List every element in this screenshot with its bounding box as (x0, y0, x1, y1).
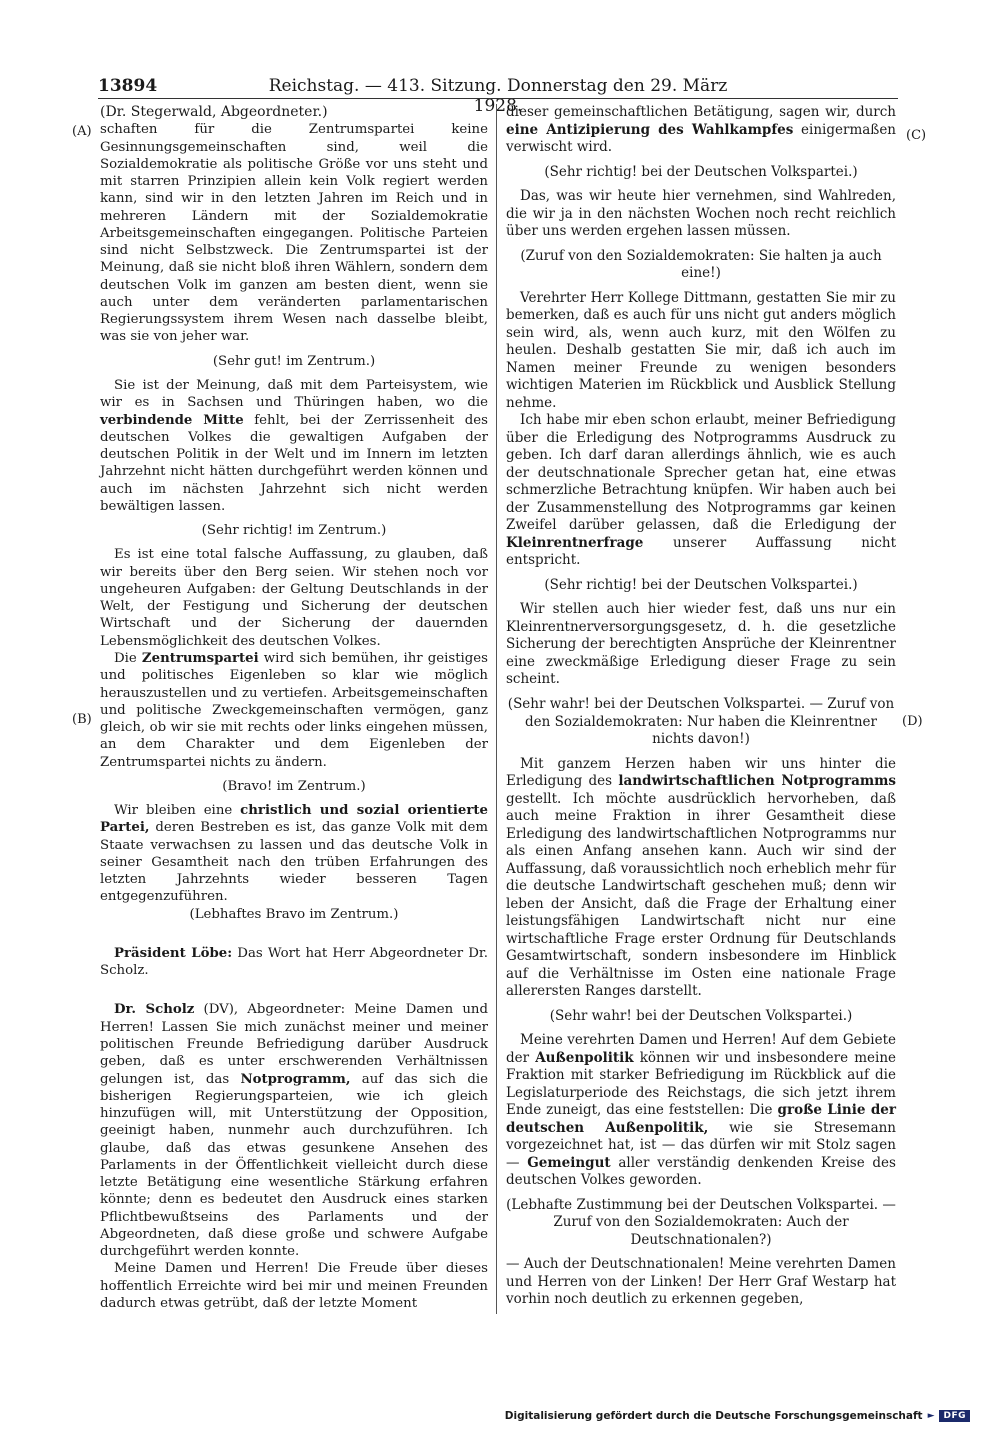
interjection: (Zuruf von den Sozialdemokraten: Sie halten ja auch eine!) (520, 247, 882, 282)
header-rule (98, 98, 898, 99)
left-column (100, 104, 488, 1312)
paragraph: Meine verehrten Damen und Herren! Auf dem Gebiete der Außenpolitik können wir und insbesondere meine Fraktion mit starker Befriedigung im Rückblick auf die Legislaturperiode des Reichstags, die sich jetzt ihrem Ende zuneigt, das eine feststellen: Die große Linie der deutschen Außenpolitik, wie sie Stresemann vorgezeichnet hat, ist — das dürfen wir mit Stolz sagen — Gemeingut aller verständig denkenden Kreise des deutschen Volkes geworden. (506, 1032, 897, 1189)
interjection: (Sehr richtig! bei der Deutschen Volkspartei.) (544, 576, 858, 593)
interjection: (Sehr wahr! bei der Deutschen Volkspartei.) (549, 1007, 853, 1024)
column-divider (496, 104, 497, 1314)
right-column (506, 104, 896, 1309)
interjection: (Bravo! im Zentrum.) (222, 778, 366, 794)
paragraph: Ich habe mir eben schon erlaubt, meiner Befriedigung über die Erledigung des Notprogramms Ausdruck zu geben. Ich darf daran allerdings ähnlich, wie es auch der deutschnationale Sprecher getan hat, eine etwas schmerzliche Betrachtung knüpfen. Wir haben auch bei der Zusammenstellung des Notprogramms gar keinen Zweifel darüber gelassen, daß die Erledigung der Kleinrentnerfrage unserer Auffassung nicht entspricht. (506, 412, 897, 569)
paragraph: Wir stellen auch hier wieder fest, daß uns nur ein Kleinrentnerversorgungsgesetz, d. h. die gesetzliche Sicherung der berechtigten Ansprüche der Kleinrentner eine zweckmäßige Erledigung dieser Frage zu sein scheint. (506, 601, 896, 688)
speaker-continuation: (Dr. Stegerwald, Abgeordneter.) (100, 104, 328, 120)
paragraph: schaften für die Zentrumspartei keine Gesinnungsgemeinschaften sind, weil die Sozialdemokratie als politische Größe vor uns steht und mit starren Prinzipien allein kein Volk regiert werden kann, sind wir in den letzten Jahren im Reich und in mehreren Ländern mit der Sozialdemokratie Arbeitsgemeinschaften eingegangen. Politische Parteien sind nicht Selbstzweck. Die Zentrumspartei ist der Meinung, daß sie nicht bloß ihren Wählern, sondern dem deutschen Volk im ganzen am besten dient, wenn sie auch unter dem veränderten parlamentarischen Regierungssystem ihrem Wesen nach dasselbe bleibt, was sie von jeher war. (100, 122, 488, 345)
footer-text: Digitalisierung gefördert durch die Deutsche Forschungsgemeinschaft (504, 1410, 923, 1422)
paragraph: Die Zentrumspartei wird sich bemühen, ihr geistiges und politisches Eigenleben so klar wie möglich herauszustellen und zu vertiefen. Arbeitsgemeinschaften und politische Zweckgemeinschaften vermögen, ganz gleich, ob wir sie mit rechts oder links eingehen müssen, an dem Charakter und dem Eigenleben der Zentrumspartei nichts zu ändern. (100, 650, 488, 770)
running-title: Reichstag. — 413. Sitzung. Donnerstag den 29. März 1928. (268, 76, 728, 116)
paragraph: Sie ist der Meinung, daß mit dem Parteisystem, wie wir es in Sachsen und Thüringen haben, wo die verbindende Mitte fehlt, bei der Zerrissenheit des deutschen Volkes die gewaltigen Aufgaben der deutschen Politik in der Welt und im Innern im letzten Jahrzehnt nicht hätten durchgeführt werden können und auch im nächsten Jahrzehnt sich nicht werden bewältigen lassen. (100, 377, 488, 514)
interjection: (Lebhafte Zustimmung bei der Deutschen Volkspartei. — Zuruf von den Sozialdemokraten: Auch der Deutschnationalen?) (506, 1196, 896, 1248)
paragraph: — Auch der Deutschnationalen! Meine verehrten Damen und Herren von der Linken! Der Herr Graf Westarp hat vorhin noch deutlich zu erkennen gegeben, (506, 1256, 896, 1308)
paragraph: Mit ganzem Herzen haben wir uns hinter die Erledigung des landwirtschaftlichen Notprogramms gestellt. Ich möchte ausdrücklich hervorheben, daß auch meine Fraktion in ihrer Gesamtheit diese Erledigung des landwirtschaftlichen Notprogramms nur als einen Anfang ansehen kann. Auch wir sind der Auffassung, daß voraussichtlich noch erheblich mehr für die deutsche Landwirtschaft geschehen muß; denn wir leben der Ansicht, daß die Frage der Erhaltung einer leistungsfähigen Landwirtschaft nicht nur eine wirtschaftliche Frage erster Ordnung für Deutschlands Gesamtwirtschaft, sondern insbesondere im Hinblick auf die Verhältnisse im Osten eine nationale Frage allerersten Ranges darstellt. (506, 755, 896, 1000)
arrow-icon: ► (927, 1411, 935, 1421)
interjection: (Sehr richtig! im Zentrum.) (201, 523, 387, 539)
margin-mark-c: (C) (906, 128, 927, 143)
margin-mark-d: (D) (902, 714, 923, 729)
paragraph: Verehrter Herr Kollege Dittmann, gestatten Sie mir zu bemerken, daß es auch für uns nicht gut anders möglich sein wird, als, wenn auch kurz, mit den Wölfen zu heulen. Deshalb gestatten Sie mir, daß ich auch im Namen meiner Freunde zu wenigen besonders wichtigen Materien im Rückblick und Ausblick Stellung nehme. (506, 289, 896, 411)
digitization-footer (505, 1410, 970, 1422)
interjection: (Sehr wahr! bei der Deutschen Volkspartei. — Zuruf von den Sozialdemokraten: Nur haben die Kleinrentner nichts davon!) (507, 695, 895, 748)
margin-mark-b: (B) (72, 712, 92, 727)
paragraph: Meine Damen und Herren! Die Freude über dieses hoffentlich Erreichte wird bei mir und meinen Freunden dadurch etwas getrübt, daß der letzte Moment (100, 1261, 488, 1311)
speaker-paragraph: Präsident Löbe: Das Wort hat Herr Abgeordneter Dr. Scholz. (100, 945, 488, 979)
speaker-paragraph: Dr. Scholz (DV), Abgeordneter: Meine Damen und Herren! Lassen Sie mich zunächst meiner und meiner politischen Freunde Befriedigung darüber Ausdruck geben, daß es unter erschwerenden Verhältnissen gelungen ist, das Notprogramm, auf das sich die bisherigen Regierungsparteien, wie ich gleich hinzufügen will, mit Unterstützung der Opposition, geeinigt haben, nunmehr auch durchzuführen. Ich glaube, daß das etwas gesunkene Ansehen des Parlaments in der Öffentlichkeit vielleicht durch diese letzte Betätigung eine wesentliche Stärkung erfahren könnte; denn es bedeutet den Ausdruck eines starken Pflichtbewußtseins des Parlaments und der Abgeordneten, daß diese große und schwere Aufgabe durchgeführt werden konnte. (100, 1002, 489, 1260)
interjection: (Lebhaftes Bravo im Zentrum.) (189, 906, 399, 922)
paragraph: Das, was wir heute hier vernehmen, sind Wahlreden, die wir ja in den nächsten Wochen noch recht reichlich über uns werden ergehen lassen müssen. (506, 188, 896, 240)
paragraph: Wir bleiben eine christlich und sozial orientierte Partei, deren Bestreben es ist, das ganze Volk mit dem Staate verwachsen zu lassen und das deutsche Volk in seiner Gesamtheit nach den trüben Erfahrungen des letzten Jahrzehnts wieder besseren Tagen entgegenzuführen. (100, 803, 488, 905)
paragraph: Es ist eine total falsche Auffassung, zu glauben, daß wir bereits über den Berg seien. Wir stehen noch vor ungeheuren Aufgaben: der Geltung Deutschlands in der Welt, der Festigung und Sicherung der deutschen Wirtschaft und der Sicherung der dauernden Lebensmöglichkeit des deutschen Volkes. (100, 547, 488, 649)
interjection: (Sehr richtig! bei der Deutschen Volkspartei.) (544, 163, 858, 180)
dfg-logo: DFG (939, 1410, 970, 1422)
page-number: 13894 (98, 76, 158, 96)
paragraph: dieser gemeinschaftlichen Betätigung, sagen wir, durch eine Antizipierung des Wahlkampfes einigermaßen verwischt wird. (506, 104, 897, 156)
interjection: (Sehr gut! im Zentrum.) (212, 353, 376, 369)
margin-mark-a: (A) (72, 124, 92, 139)
